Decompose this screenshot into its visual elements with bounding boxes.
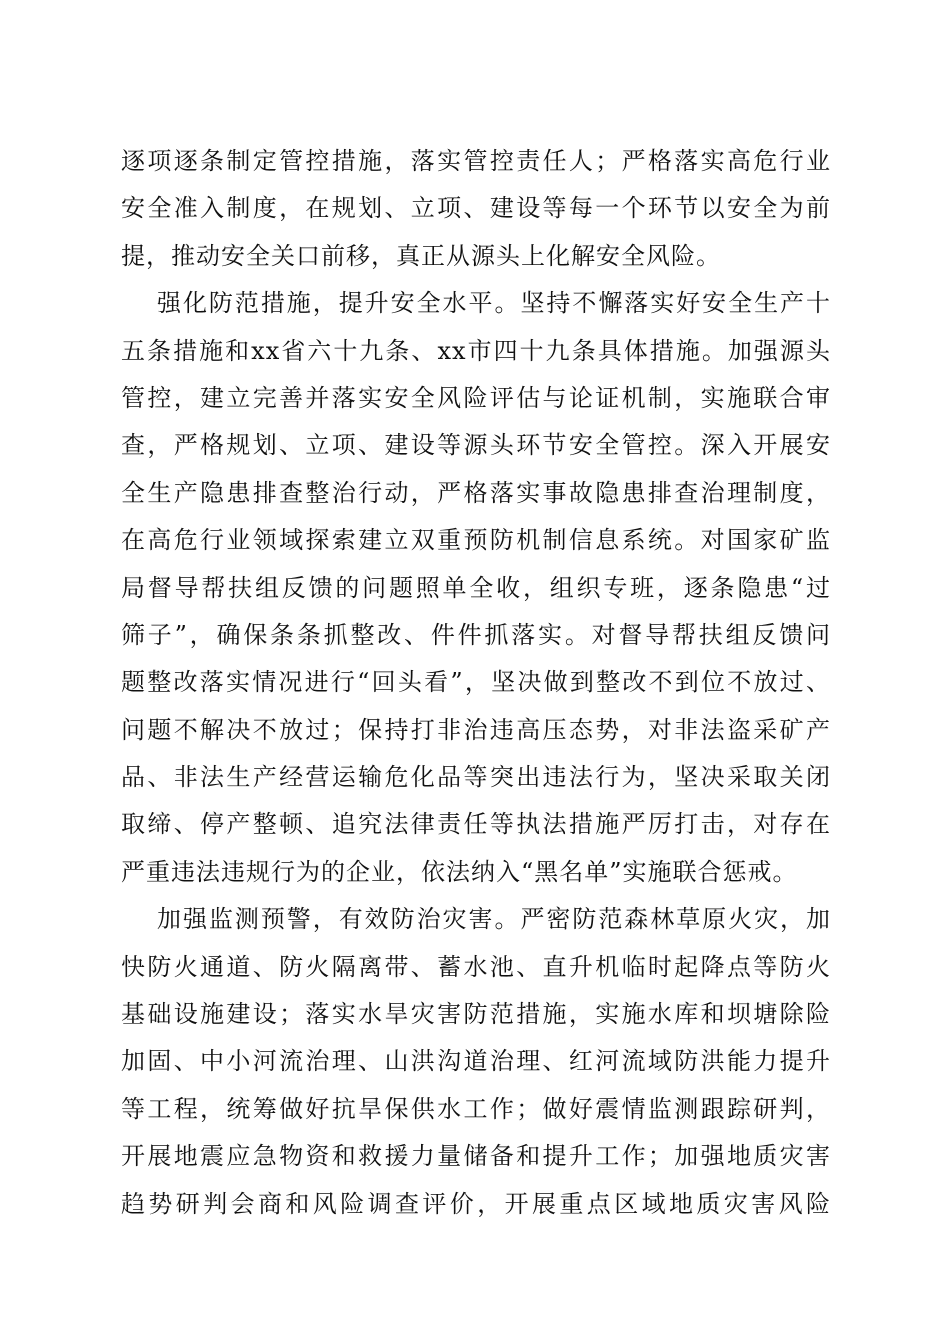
text-line: 局督导帮扶组反馈的问题照单全收，组织专班，逐条隐患“过 [121,573,831,602]
text-line: 提，推动安全关口前移，真正从源头上化解安全风险。 [121,241,721,270]
text-line: 全生产隐患排查整治行动，严格落实事故隐患排查治理制度， [121,478,831,507]
text-line: 筛子”，确保条条抓整改、件件抓落实。对督导帮扶组反馈问 [121,620,831,649]
text-line: 问题不解决不放过；保持打非治违高压态势，对非法盗采矿产 [121,715,831,744]
text-line: 逐项逐条制定管控措施，落实管控责任人；严格落实高危行业 [121,147,831,175]
text-line: 安全准入制度，在规划、立项、建设等每一个环节以安全为前 [121,194,831,223]
document-body [121,138,831,1228]
text-line: 开展地震应急物资和救援力量储备和提升工作；加强地质灾害 [121,1142,831,1171]
text-line: 等工程，统筹做好抗旱保供水工作；做好震情监测跟踪研判， [121,1094,831,1123]
text-line: 取缔、停产整顿、追究法律责任等执法措施严厉打击，对存在 [121,810,831,839]
text-line: 查，严格规划、立项、建设等源头环节安全管控。深入开展安 [121,431,831,460]
paragraph-first-line: 加强监测预警，有效防治灾害。严密防范森林草原火灾，加 [157,905,831,934]
text-line: 五条措施和xx省六十九条、xx市四十九条具体措施。加强源头 [121,336,831,365]
text-line: 严重违法违规行为的企业，依法纳入“黑名单”实施联合惩戒。 [121,857,798,886]
text-line: 管控，建立完善并落实安全风险评估与论证机制，实施联合审 [121,383,831,412]
text-line: 加固、中小河流治理、山洪沟道治理、红河流域防洪能力提升 [121,1047,831,1076]
text-line: 题整改落实情况进行“回头看”，坚决做到整改不到位不放过、 [121,668,831,697]
text-line: 品、非法生产经营运输危化品等突出违法行为，坚决采取关闭 [121,763,831,792]
text-line: 在高危行业领域探索建立双重预防机制信息系统。对国家矿监 [121,526,831,555]
text-line: 基础设施建设；落实水旱灾害防范措施，实施水库和坝塘除险 [121,1000,831,1029]
text-line: 趋势研判会商和风险调查评价，开展重点区域地质灾害风险 [121,1189,831,1218]
paragraph-first-line: 强化防范措施，提升安全水平。坚持不懈落实好安全生产十 [157,289,831,318]
text-line: 快防火通道、防火隔离带、蓄水池、直升机临时起降点等防火 [121,952,831,981]
